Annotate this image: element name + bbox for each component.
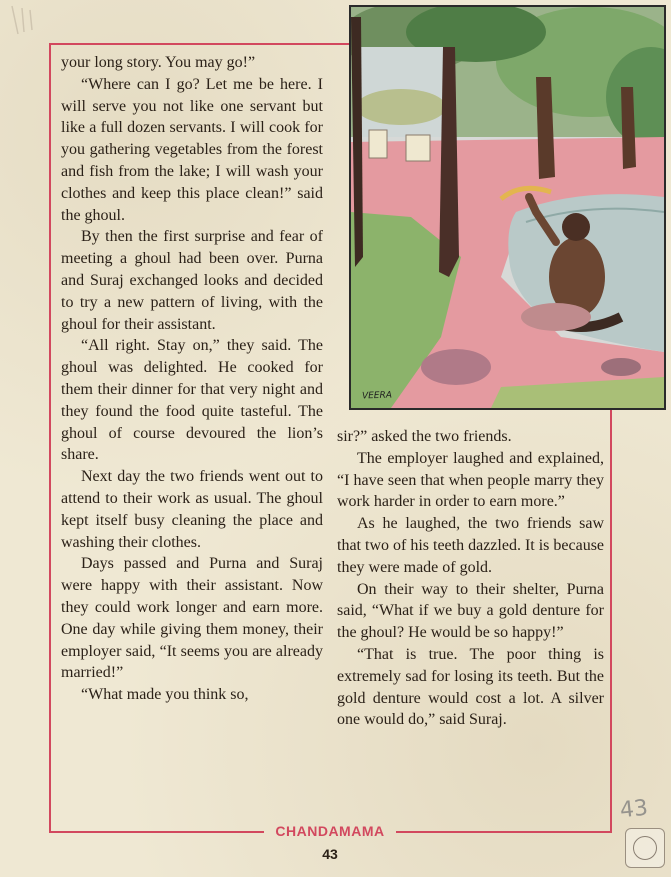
library-stamp [625,828,665,868]
story-paragraph: Next day the two friends went out to attend to their work as usual. The ghoul kept itself busy cleaning the place and washing their clothes. [61,468,323,551]
illustrator-signature: VEERA [361,390,393,402]
story-illustration [349,5,666,410]
story-paragraph: “All right. Stay on,” they said. The ghoul was delighted. He cooked for them their dinner for that very night and they found the food quite tasteful. The ghoul of course devoured the lion’s share. [61,337,323,464]
story-paragraph: your long story. You may go!” [61,54,256,71]
story-paragraph: The employer laughed and explained, “I have seen that when people marry they work harder in order to earn more.” [337,449,604,511]
paper-wear-mark [10,4,50,40]
page-number: 43 [322,846,338,862]
story-column-right [337,426,604,731]
story-paragraph: “That is true. The poor thing is extremely sad for losing its teeth. But the gold denture would cost a lot. A silver one would do,” said Suraj. [337,645,604,729]
stamp-seal-icon [633,836,657,860]
story-paragraph: “Where can I go? Let me be here. I will serve you not like one servant but like a full dozen servants. I will cook for you gathering vegetables from the forest and fish from the lake; I will wash your clothes and keep this place clean!” said the ghoul. [61,75,323,224]
story-paragraph: As he laughed, the two friends saw that two of his teeth dazzled. It is because they were made of gold. [337,515,605,576]
story-paragraph: On their way to their shelter, Purna said, “What if we buy a gold denture for the ghoul? He would be so happy!” [337,580,604,642]
story-paragraph: By then the first surprise and fear of meeting a ghoul had been over. Purna and Suraj exchanged looks and decided to try a new pattern of living, with the ghoul for their assistant. [61,228,323,333]
story-paragraph: sir?” asked the two friends. [337,428,512,445]
story-paragraph: “What made you think so, [81,686,249,704]
page-border-bottom-right [396,831,612,833]
page-border-bottom-left [49,831,264,833]
story-paragraph: Days passed and Purna and Suraj were happy with their assistant. Now they could work longer and earn more. One day while giving them money, their employer said, “It seems you are already married!” [61,555,323,682]
forest-lake-ghoul-illustration [351,7,664,408]
story-column-left [61,52,323,706]
magazine-name: CHANDAMAMA [275,823,385,839]
handwritten-page-number: 43 [618,795,650,824]
